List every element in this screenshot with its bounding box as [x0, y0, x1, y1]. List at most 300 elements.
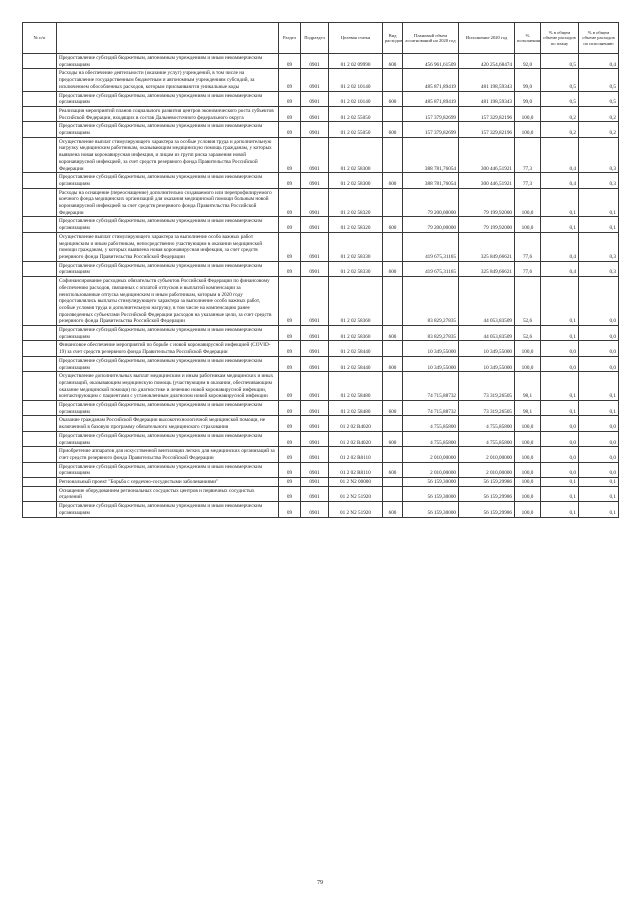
- cell-executed: 420 254,68474: [459, 54, 515, 69]
- cell-share-plan: 0,1: [541, 486, 579, 501]
- cell-expense-type: 600: [383, 326, 403, 341]
- cell-target: 01 2 02 R4020: [329, 416, 383, 431]
- cell-no: [23, 188, 57, 217]
- cell-name: Предоставление субсидий бюджетным, автономным учреждениям и иным некоммерческим организациям: [57, 54, 279, 69]
- cell-share-plan: 0,5: [541, 54, 579, 69]
- cell-share-plan: 0,0: [541, 356, 579, 371]
- cell-share-exec: 0,0: [579, 447, 619, 462]
- header-subsection: Подраздел: [301, 23, 329, 54]
- cell-target: 01 2 02 58330: [329, 261, 383, 276]
- cell-share-plan: 0,1: [541, 372, 579, 401]
- cell-planned: 83 829,27835: [403, 277, 459, 326]
- cell-name: Осуществление выплат стимулирующего характера за особые условия труда и дополнительную нагрузку медицинским работникам, оказывающим медицинскую помощь гражданам, у которых выявлена новая коронавирусная инфекция, и лицам из групп риска заражения новой коронавирусной инфекцией, за счет средств резервного фонда Правительства Российской Федерации: [57, 137, 279, 173]
- cell-name: Осуществление выплат стимулирующего характера за выполнение особо важных работ медицинским и иным работникам, непосредственно участвующим в оказании медицинской помощи гражданам, у которых выявлена новая коронавирусная инфекция, за счет средств резервного фонда Правительства Российской Федерации: [57, 232, 279, 261]
- cell-share-plan: 0,0: [541, 431, 579, 446]
- cell-share-plan: 0,1: [541, 217, 579, 232]
- cell-section: 09: [279, 372, 301, 401]
- cell-no: [23, 356, 57, 371]
- cell-percent-exec: 100,0: [515, 486, 541, 501]
- cell-share-exec: 0,0: [579, 277, 619, 326]
- cell-share-exec: 0,0: [579, 416, 619, 431]
- cell-no: [23, 341, 57, 356]
- cell-share-plan: 0,2: [541, 106, 579, 121]
- cell-executed: 73 319,26505: [459, 372, 515, 401]
- page-number: 79: [317, 880, 323, 886]
- cell-percent-exec: 52,6: [515, 277, 541, 326]
- cell-no: [23, 326, 57, 341]
- table-row: [23, 341, 619, 356]
- cell-share-plan: 0,4: [541, 173, 579, 188]
- cell-subsection: 0901: [301, 261, 329, 276]
- cell-section: 09: [279, 232, 301, 261]
- table-row: [23, 173, 619, 188]
- table-row: [23, 232, 619, 261]
- cell-subsection: 0901: [301, 356, 329, 371]
- cell-section: 09: [279, 447, 301, 462]
- cell-name: Предоставление субсидий бюджетным, автономным учреждениям и иным некоммерческим организациям: [57, 217, 279, 232]
- cell-executed: 325 849,66621: [459, 232, 515, 261]
- cell-subsection: 0901: [301, 478, 329, 487]
- cell-executed: 157 329,82196: [459, 122, 515, 137]
- cell-no: [23, 106, 57, 121]
- cell-planned: 56 159,30000: [403, 478, 459, 487]
- cell-target: 01 2 02 58300: [329, 173, 383, 188]
- table-row: [23, 372, 619, 401]
- cell-executed: 2 010,00000: [459, 462, 515, 477]
- header-section: Раздел: [279, 23, 301, 54]
- cell-expense-type: 600: [383, 462, 403, 477]
- table-row: [23, 401, 619, 416]
- cell-no: [23, 173, 57, 188]
- cell-no: [23, 462, 57, 477]
- cell-percent-exec: 100,0: [515, 106, 541, 121]
- cell-subsection: 0901: [301, 173, 329, 188]
- cell-no: [23, 217, 57, 232]
- cell-share-plan: 0,1: [541, 478, 579, 487]
- cell-section: 09: [279, 122, 301, 137]
- cell-name: Предоставление субсидий бюджетным, автономным учреждениям и иным некоммерческим организациям: [57, 261, 279, 276]
- cell-name: Предоставление субсидий бюджетным, автономным учреждениям и иным некоммерческим организациям: [57, 356, 279, 371]
- cell-name: Софинансирование расходных обязательств субъектов Российской Федерации по финансовому обеспечению расходов, связанных с оплатой отпусков и выплатой компенсации за неиспользованные отпуска медицинским и иным работникам, которым в 2020 году предоставлялись выплаты стимулирующего характера за выполнение особо важных работ, особые условия труда и дополнительную нагрузку, в том числе на компенсацию ранее произведенных субъектами Российской Федерации расходов на указанные цели, за счет средств резервного фонда Правительства Российской Федерации: [57, 277, 279, 326]
- cell-subsection: 0901: [301, 69, 329, 91]
- cell-share-plan: 0,1: [541, 502, 579, 517]
- cell-percent-exec: 92,0: [515, 54, 541, 69]
- cell-executed: 481 198,59343: [459, 91, 515, 106]
- cell-executed: 10 349,55000: [459, 356, 515, 371]
- cell-no: [23, 502, 57, 517]
- cell-subsection: 0901: [301, 188, 329, 217]
- cell-percent-exec: 100,0: [515, 462, 541, 477]
- cell-percent-exec: 100,0: [515, 416, 541, 431]
- cell-share-exec: 0,5: [579, 91, 619, 106]
- table-row: [23, 54, 619, 69]
- cell-section: 09: [279, 431, 301, 446]
- cell-no: [23, 232, 57, 261]
- cell-section: 09: [279, 217, 301, 232]
- cell-planned: 4 755,85800: [403, 416, 459, 431]
- cell-share-exec: 0,1: [579, 188, 619, 217]
- cell-percent-exec: 100,0: [515, 122, 541, 137]
- cell-name: Предоставление субсидий бюджетным, автономным учреждениям и иным некоммерческим организациям: [57, 91, 279, 106]
- cell-section: 09: [279, 91, 301, 106]
- cell-expense-type: [383, 106, 403, 121]
- cell-subsection: 0901: [301, 122, 329, 137]
- cell-planned: 419 675,31165: [403, 261, 459, 276]
- cell-expense-type: [383, 416, 403, 431]
- table-row: [23, 486, 619, 501]
- cell-name: Предоставление субсидий бюджетным, автономным учреждениям и иным некоммерческим организациям: [57, 462, 279, 477]
- cell-name: Расходы на оснащение (переоснащение) дополнительно создаваемого или перепрофилируемого коечного фонда медицинских организаций для оказания медицинской помощи больным новой коронавирусной инфекцией за счет средств резервного фонда Правительства Российской Федерации: [57, 188, 279, 217]
- cell-subsection: 0901: [301, 462, 329, 477]
- table-row: [23, 188, 619, 217]
- cell-section: 09: [279, 356, 301, 371]
- cell-expense-type: 600: [383, 401, 403, 416]
- cell-share-exec: 0,0: [579, 431, 619, 446]
- cell-share-plan: 0,1: [541, 326, 579, 341]
- cell-share-exec: 0,1: [579, 502, 619, 517]
- cell-expense-type: [383, 447, 403, 462]
- cell-percent-exec: 100,0: [515, 188, 541, 217]
- cell-name: Осуществление дополнительных выплат медицинским и иным работникам медицинских и иных организаций, оказывающим медицинскую помощь (участвующим в оказании, обеспечивающим оказание медицинской помощи) по диагностике и лечению новой коронавирусной инфекции, контактирующим с пациентами с установленным диагнозом новой коронавирусной инфекции: [57, 372, 279, 401]
- cell-no: [23, 372, 57, 401]
- cell-executed: 56 159,29986: [459, 486, 515, 501]
- table-row: [23, 478, 619, 487]
- cell-section: 09: [279, 188, 301, 217]
- cell-percent-exec: 100,0: [515, 447, 541, 462]
- cell-subsection: 0901: [301, 54, 329, 69]
- cell-target: 01 2 N2 51920: [329, 502, 383, 517]
- cell-no: [23, 137, 57, 173]
- cell-executed: 481 198,59343: [459, 69, 515, 91]
- cell-share-plan: 0,4: [541, 137, 579, 173]
- cell-target: 01 2 02 10140: [329, 91, 383, 106]
- cell-subsection: 0901: [301, 106, 329, 121]
- cell-target: 01 2 02 10140: [329, 69, 383, 91]
- cell-subsection: 0901: [301, 91, 329, 106]
- cell-subsection: 0901: [301, 372, 329, 401]
- cell-section: 09: [279, 106, 301, 121]
- cell-share-plan: 0,1: [541, 401, 579, 416]
- cell-name: Предоставление субсидий бюджетным, автономным учреждениям и иным некоммерческим организациям: [57, 401, 279, 416]
- cell-percent-exec: 100,0: [515, 478, 541, 487]
- cell-section: 09: [279, 401, 301, 416]
- cell-name: Предоставление субсидий бюджетным, автономным учреждениям и иным некоммерческим организациям: [57, 326, 279, 341]
- cell-share-plan: 0,5: [541, 91, 579, 106]
- header-executed: Исполнение 2020 год: [459, 23, 515, 54]
- cell-planned: 10 349,55000: [403, 356, 459, 371]
- header-expense-type: Вид расходов: [383, 23, 403, 54]
- cell-percent-exec: 77,3: [515, 173, 541, 188]
- cell-name: Предоставление субсидий бюджетным, автономным учреждениям и иным некоммерческим организациям: [57, 173, 279, 188]
- cell-subsection: 0901: [301, 431, 329, 446]
- cell-no: [23, 486, 57, 501]
- cell-target: 01 2 02 58360: [329, 277, 383, 326]
- cell-executed: 56 159,29986: [459, 502, 515, 517]
- cell-share-exec: 0,4: [579, 54, 619, 69]
- cell-share-exec: 0,0: [579, 462, 619, 477]
- cell-expense-type: [383, 341, 403, 356]
- header-target: Целевая статья: [329, 23, 383, 54]
- cell-executed: 79 199,92000: [459, 188, 515, 217]
- cell-share-plan: 0,1: [541, 188, 579, 217]
- cell-percent-exec: 98,1: [515, 401, 541, 416]
- table-row: [23, 261, 619, 276]
- cell-target: 01 2 N2 51920: [329, 486, 383, 501]
- cell-subsection: 0901: [301, 486, 329, 501]
- cell-expense-type: 600: [383, 173, 403, 188]
- cell-planned: 2 010,00000: [403, 462, 459, 477]
- cell-percent-exec: 100,0: [515, 217, 541, 232]
- cell-expense-type: 600: [383, 261, 403, 276]
- cell-section: 09: [279, 261, 301, 276]
- cell-planned: 74 715,88732: [403, 372, 459, 401]
- cell-subsection: 0901: [301, 277, 329, 326]
- cell-subsection: 0901: [301, 217, 329, 232]
- cell-share-plan: 0,4: [541, 261, 579, 276]
- cell-planned: 388 781,76054: [403, 173, 459, 188]
- header-share-exec: % в общем объеме расходов по исполнению: [579, 23, 619, 54]
- cell-expense-type: 600: [383, 91, 403, 106]
- cell-share-exec: 0,1: [579, 401, 619, 416]
- cell-target: 01 2 02 58320: [329, 188, 383, 217]
- table-row: [23, 137, 619, 173]
- cell-no: [23, 122, 57, 137]
- table-row: [23, 462, 619, 477]
- cell-target: 01 2 02 R8110: [329, 447, 383, 462]
- cell-target: 01 2 02 R8110: [329, 462, 383, 477]
- cell-no: [23, 431, 57, 446]
- cell-section: 09: [279, 486, 301, 501]
- cell-share-plan: 0,0: [541, 341, 579, 356]
- cell-subsection: 0901: [301, 137, 329, 173]
- cell-executed: 4 755,85800: [459, 416, 515, 431]
- cell-percent-exec: 100,0: [515, 341, 541, 356]
- cell-share-exec: 0,3: [579, 232, 619, 261]
- cell-expense-type: 600: [383, 356, 403, 371]
- cell-share-exec: 0,2: [579, 106, 619, 121]
- cell-name: Реализация мероприятий планов социального развития центров экономического роста субъектов Российской Федерации, входящих в состав Дальневосточного федерального округа: [57, 106, 279, 121]
- budget-execution-table: [22, 22, 619, 518]
- cell-no: [23, 277, 57, 326]
- cell-percent-exec: 100,0: [515, 502, 541, 517]
- cell-subsection: 0901: [301, 416, 329, 431]
- cell-section: 09: [279, 478, 301, 487]
- table-row: [23, 326, 619, 341]
- cell-section: 09: [279, 54, 301, 69]
- cell-percent-exec: 99,0: [515, 91, 541, 106]
- cell-name: Финансовое обеспечение мероприятий по борьбе с новой коронавирусной инфекцией (COVID-19) за счет средств резервного фонда Правительства Российской Федерации: [57, 341, 279, 356]
- table-body: [23, 54, 619, 518]
- cell-percent-exec: 98,1: [515, 372, 541, 401]
- header-share-plan: % в общем объеме расходов по плану: [541, 23, 579, 54]
- cell-planned: 74 715,88732: [403, 401, 459, 416]
- cell-share-plan: 0,5: [541, 69, 579, 91]
- table-row: [23, 356, 619, 371]
- header-no: № п/п: [23, 23, 57, 54]
- table-row: [23, 431, 619, 446]
- cell-section: 09: [279, 69, 301, 91]
- cell-name: Оказание гражданам Российской Федерации высокотехнологичной медицинской помощи, не включенной в базовую программу обязательного медицинского страхования: [57, 416, 279, 431]
- cell-share-exec: 0,0: [579, 341, 619, 356]
- cell-planned: 388 781,76054: [403, 137, 459, 173]
- cell-subsection: 0901: [301, 232, 329, 261]
- cell-share-plan: 0,1: [541, 277, 579, 326]
- cell-percent-exec: 77,6: [515, 261, 541, 276]
- cell-no: [23, 261, 57, 276]
- budget-table-sheet: [22, 22, 618, 518]
- table-row: [23, 217, 619, 232]
- cell-share-exec: 0,1: [579, 486, 619, 501]
- table-row: [23, 69, 619, 91]
- cell-expense-type: 600: [383, 122, 403, 137]
- cell-name: Предоставление субсидий бюджетным, автономным учреждениям и иным некоммерческим организациям: [57, 122, 279, 137]
- cell-expense-type: [383, 277, 403, 326]
- cell-target: 01 2 02 09990: [329, 54, 383, 69]
- cell-share-plan: 0,0: [541, 447, 579, 462]
- cell-section: 09: [279, 416, 301, 431]
- cell-section: 09: [279, 462, 301, 477]
- cell-share-plan: 0,0: [541, 416, 579, 431]
- cell-name: Расходы на обеспечение деятельности (оказание услуг) учреждений, в том числе на предоставление государственным бюджетным и автономным учреждениям субсидий, за исключением обособленных расходов, которым присваиваются уникальные коды: [57, 69, 279, 91]
- cell-target: 01 2 N2 00000: [329, 478, 383, 487]
- cell-share-exec: 0,3: [579, 173, 619, 188]
- cell-share-exec: 0,1: [579, 372, 619, 401]
- cell-planned: 56 159,30000: [403, 502, 459, 517]
- cell-target: 01 2 02 58360: [329, 326, 383, 341]
- table-row: [23, 416, 619, 431]
- cell-name: Предоставление субсидий бюджетным, автономным учреждениям и иным некоммерческим организациям: [57, 502, 279, 517]
- table-header-row: [23, 23, 619, 54]
- cell-planned: 485 871,89419: [403, 91, 459, 106]
- cell-expense-type: [383, 372, 403, 401]
- cell-share-exec: 0,2: [579, 122, 619, 137]
- cell-executed: 44 053,83509: [459, 277, 515, 326]
- cell-planned: 157 379,82699: [403, 106, 459, 121]
- cell-section: 09: [279, 341, 301, 356]
- cell-executed: 325 849,66621: [459, 261, 515, 276]
- cell-no: [23, 69, 57, 91]
- cell-target: 01 2 02 58320: [329, 217, 383, 232]
- cell-executed: 4 755,85800: [459, 431, 515, 446]
- cell-target: 01 2 02 58480: [329, 401, 383, 416]
- cell-percent-exec: 100,0: [515, 356, 541, 371]
- cell-planned: 83 829,27835: [403, 326, 459, 341]
- cell-section: 09: [279, 326, 301, 341]
- cell-expense-type: [383, 478, 403, 487]
- cell-no: [23, 401, 57, 416]
- cell-planned: 456 961,61509: [403, 54, 459, 69]
- cell-no: [23, 416, 57, 431]
- cell-target: 01 2 02 58440: [329, 356, 383, 371]
- cell-percent-exec: 100,0: [515, 431, 541, 446]
- cell-planned: 79 200,00000: [403, 188, 459, 217]
- cell-expense-type: 600: [383, 54, 403, 69]
- cell-name: Предоставление субсидий бюджетным, автономным учреждениям и иным некоммерческим организациям: [57, 431, 279, 446]
- cell-name: Приобретение аппаратов для искусственной вентиляции легких для медицинских организаций за счет средств резервного фонда Правительства Российской Федерации: [57, 447, 279, 462]
- cell-planned: 157 379,82699: [403, 122, 459, 137]
- cell-name: Оснащение оборудованием региональных сосудистых центров и первичных сосудистых отделений: [57, 486, 279, 501]
- table-row: [23, 277, 619, 326]
- cell-subsection: 0901: [301, 341, 329, 356]
- cell-expense-type: 600: [383, 217, 403, 232]
- cell-executed: 10 349,55000: [459, 341, 515, 356]
- cell-target: 01 2 02 58330: [329, 232, 383, 261]
- cell-executed: 2 010,00000: [459, 447, 515, 462]
- cell-planned: 419 675,31165: [403, 232, 459, 261]
- cell-target: 01 2 02 58300: [329, 137, 383, 173]
- cell-share-exec: 0,1: [579, 217, 619, 232]
- cell-executed: 44 053,83509: [459, 326, 515, 341]
- cell-target: 01 2 02 55050: [329, 106, 383, 121]
- cell-expense-type: [383, 69, 403, 91]
- cell-planned: 485 871,89419: [403, 69, 459, 91]
- cell-executed: 73 319,26505: [459, 401, 515, 416]
- cell-no: [23, 447, 57, 462]
- cell-planned: 56 159,30000: [403, 486, 459, 501]
- cell-share-exec: 0,0: [579, 356, 619, 371]
- cell-no: [23, 54, 57, 69]
- cell-share-plan: 0,4: [541, 232, 579, 261]
- header-name: [57, 23, 279, 54]
- cell-percent-exec: 77,6: [515, 232, 541, 261]
- cell-name: Региональный проект "Борьба с сердечно-сосудистыми заболеваниями": [57, 478, 279, 487]
- cell-percent-exec: 99,0: [515, 69, 541, 91]
- cell-share-exec: 0,5: [579, 69, 619, 91]
- cell-target: 01 2 02 R4020: [329, 431, 383, 446]
- cell-expense-type: [383, 188, 403, 217]
- cell-expense-type: [383, 232, 403, 261]
- cell-no: [23, 478, 57, 487]
- cell-planned: 10 349,55000: [403, 341, 459, 356]
- cell-expense-type: 600: [383, 502, 403, 517]
- cell-share-exec: 0,0: [579, 326, 619, 341]
- cell-percent-exec: 52,6: [515, 326, 541, 341]
- table-row: [23, 106, 619, 121]
- cell-executed: 56 159,29986: [459, 478, 515, 487]
- cell-subsection: 0901: [301, 326, 329, 341]
- cell-target: 01 2 02 58440: [329, 341, 383, 356]
- table-row: [23, 122, 619, 137]
- cell-share-exec: 0,3: [579, 261, 619, 276]
- cell-share-plan: 0,0: [541, 462, 579, 477]
- cell-share-plan: 0,2: [541, 122, 579, 137]
- cell-target: 01 2 02 55050: [329, 122, 383, 137]
- cell-executed: 300 446,51921: [459, 137, 515, 173]
- cell-section: 09: [279, 277, 301, 326]
- cell-planned: 2 010,00000: [403, 447, 459, 462]
- table-row: [23, 91, 619, 106]
- table-row: [23, 447, 619, 462]
- cell-subsection: 0901: [301, 401, 329, 416]
- cell-section: 09: [279, 502, 301, 517]
- cell-section: 09: [279, 173, 301, 188]
- cell-planned: 4 755,85800: [403, 431, 459, 446]
- cell-executed: 157 329,82196: [459, 106, 515, 121]
- cell-section: 09: [279, 137, 301, 173]
- cell-subsection: 0901: [301, 502, 329, 517]
- cell-percent-exec: 77,3: [515, 137, 541, 173]
- cell-expense-type: [383, 486, 403, 501]
- header-percent-exec: % исполнения: [515, 23, 541, 54]
- cell-planned: 79 200,00000: [403, 217, 459, 232]
- cell-share-exec: 0,1: [579, 478, 619, 487]
- cell-executed: 300 446,51921: [459, 173, 515, 188]
- cell-no: [23, 91, 57, 106]
- cell-share-exec: 0,3: [579, 137, 619, 173]
- cell-subsection: 0901: [301, 447, 329, 462]
- cell-expense-type: 600: [383, 431, 403, 446]
- header-planned: Плановый объем ассигнований на 2020 год: [403, 23, 459, 54]
